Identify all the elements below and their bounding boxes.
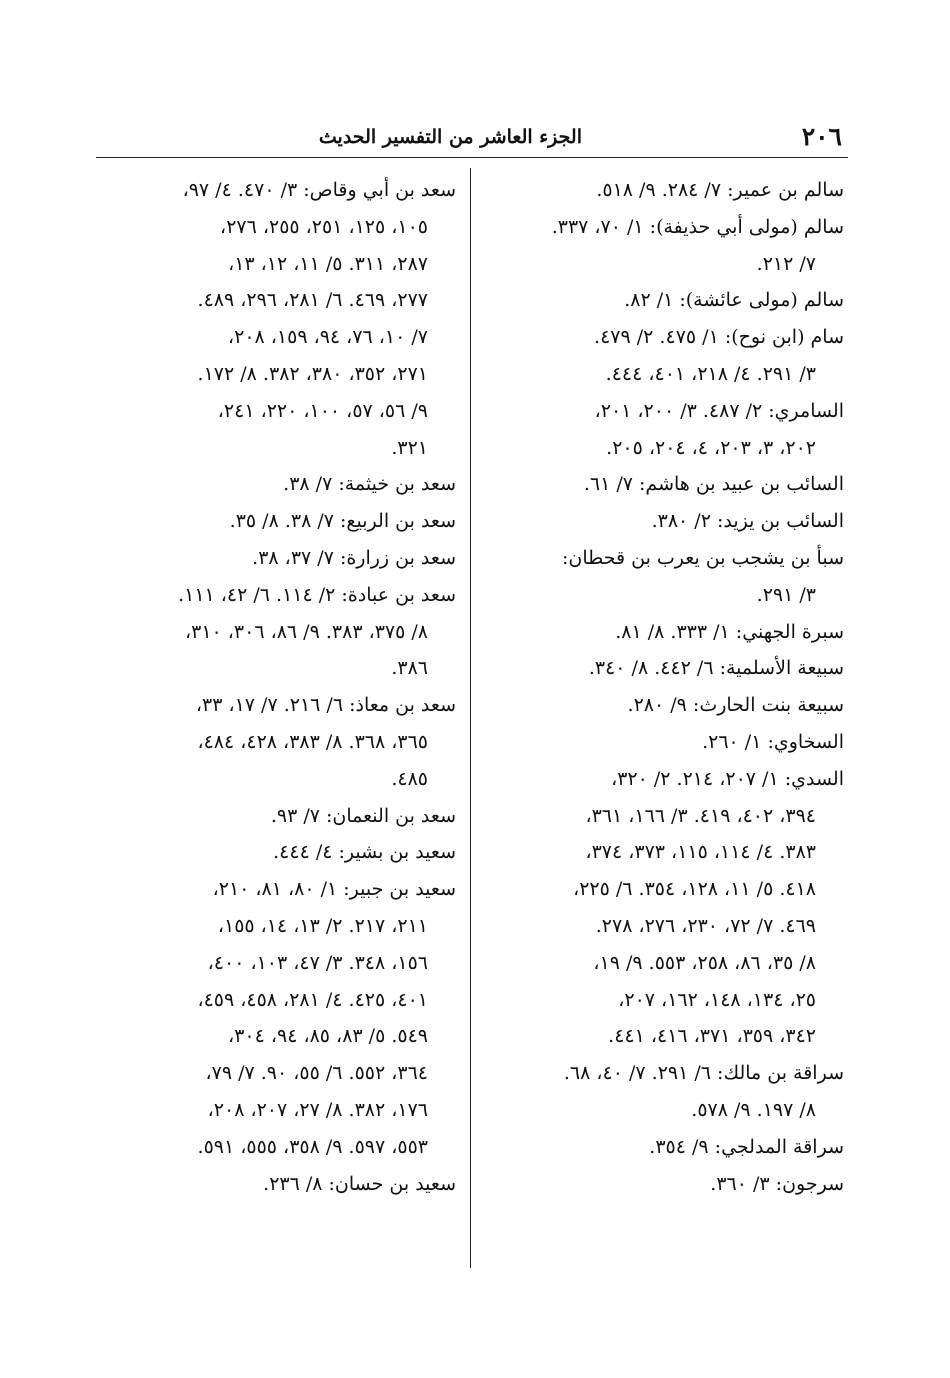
index-entry-continuation: ١٧٦، ٣٨٢. ٨/ ٢٧، ٢٠٧، ٢٠٨، (207, 1098, 428, 1121)
index-column-left (100, 172, 456, 1202)
index-entry-line: سبيعة بنت الحارث: ٩/ ٢٨٠. (627, 694, 844, 717)
index-entry (482, 282, 844, 319)
index-entry (100, 172, 456, 466)
index-entry-line: السخاوي: ١/ ٢٦٠. (702, 730, 844, 753)
index-entry-line: سعد بن أبي وقاص: ٣/ ٤٧٠. ٤/ ٩٧، (182, 179, 456, 201)
index-entry-line: السائب بن يزيد: ٢/ ٣٨٠. (651, 510, 844, 533)
index-entry (482, 614, 844, 651)
index-entry-line: سبأ بن يشجب بن يعرب بن قحطان: (562, 546, 844, 569)
index-entry (100, 871, 456, 1165)
index-entry (482, 209, 844, 283)
index-entry-line: سعد بن الربيع: ٧/ ٣٨. ٨/ ٣٥. (229, 510, 456, 533)
index-entry (100, 834, 456, 871)
index-entry (100, 687, 456, 797)
index-entry-continuation: ٤٦٩. ٧/ ٧٢، ٢٣٠، ٢٧٦، ٢٧٨. (595, 914, 816, 937)
index-entry-continuation: ٢١١، ٢١٧. ٢/ ١٣، ١٤، ١٥٥، (217, 914, 428, 937)
index-entry (100, 798, 456, 835)
index-entry-continuation: ٣٦٥، ٣٦٨. ٨/ ٣٨٣، ٤٢٨، ٤٨٤، (197, 730, 428, 753)
index-entry-line: سبيعة الأسلمية: ٦/ ٤٤٢. ٨/ ٣٤٠. (588, 657, 844, 680)
index-entry-continuation: ٢٨٧، ٣١١. ٥/ ١١، ١٢، ١٣، (228, 252, 428, 275)
index-entry-continuation: ٧/ ٢١٢. (756, 252, 816, 275)
index-entry-continuation: ٢٥، ١٣٤، ١٤٨، ١٦٢، ٢٠٧، (618, 988, 816, 1011)
index-entry-continuation: ٣٨٣. ٤/ ١١٤، ١١٥، ٣٧٣، ٣٧٤، (585, 841, 816, 864)
index-entry-line: سعد بن معاذ: ٦/ ٢١٦. ٧/ ١٧، ٣٣، (195, 694, 456, 717)
index-entry (482, 761, 844, 1055)
index-entry-continuation: ٣٩٤، ٤٠٢، ٤١٩. ٣/ ١٦٦، ٣٦١، (585, 804, 816, 827)
index-entry-line: سالم (مولى أبي حذيفة): ١/ ٧٠، ٣٣٧. (551, 215, 844, 238)
index-entry-line: سعيد بن جبير: ١/ ٨٠، ٨١، ٢١٠، (212, 878, 456, 901)
index-entry-continuation: ١٥٦، ٣٤٨. ٣/ ٤٧، ١٠٣، ٤٠٠، (207, 951, 428, 974)
index-entry (100, 503, 456, 540)
index-entry (482, 1129, 844, 1166)
index-entry-continuation: ٨/ ٣٥، ٨٦، ٢٥٨، ٥٥٣. ٩/ ١٩، (593, 951, 816, 974)
index-entry-line: سعد بن النعمان: ٧/ ٩٣. (270, 804, 456, 827)
page-header (96, 122, 848, 156)
index-entry-line: سعد بن عبادة: ٢/ ١١٤. ٦/ ٤٢، ١١١. (178, 583, 456, 606)
index-entry-continuation: ٢٧٧، ٤٦٩. ٦/ ٢٨١، ٢٩٦، ٤٨٩. (197, 289, 428, 312)
index-entry (482, 466, 844, 503)
index-entry-continuation: ٣٦٤، ٥٥٢. ٦/ ٥٥، ٩٠. ٧/ ٧٩، (205, 1062, 428, 1085)
index-entry-continuation: ١٠٥، ١٢٥، ٢٥١، ٢٥٥، ٢٧٦، (220, 215, 428, 238)
index-entry-line: سراقة المدلجي: ٩/ ٣٥٤. (649, 1135, 844, 1158)
index-entry-line: سرجون: ٣/ ٣٦٠. (710, 1172, 844, 1195)
index-entry-line: سبرة الجهني: ١/ ٣٣٣. ٨/ ٨١. (615, 620, 844, 643)
index-entry (482, 393, 844, 467)
index-entry-line: سعد بن زرارة: ٧/ ٣٧، ٣٨. (252, 546, 456, 569)
index-entry-line: السامري: ٢/ ٤٨٧. ٣/ ٢٠٠، ٢٠١، (594, 399, 844, 422)
index-entry (482, 687, 844, 724)
index-entry-continuation: ٢٧١، ٣٥٢، ٣٨٠، ٣٨٢. ٨/ ١٧٢. (197, 362, 428, 385)
index-entry-continuation: ٢٠٢، ٣، ٢٠٣، ٤، ٢٠٤، ٢٠٥. (606, 436, 816, 459)
index-entry-line: سالم (مولى عائشة): ١/ ٨٢. (624, 289, 844, 312)
index-entry-line: سعيد بن بشير: ٤/ ٤٤٤. (273, 841, 456, 864)
index-entry (482, 724, 844, 761)
index-entry-continuation: ٤١٨. ٥/ ١١، ١٢٨، ٣٥٤. ٦/ ٢٢٥، (573, 878, 816, 901)
column-divider (470, 168, 471, 1268)
index-entry-continuation: ٤٠١، ٤٢٥. ٤/ ٢٨١، ٤٥٨، ٤٥٩، (197, 988, 428, 1011)
index-entry (100, 577, 456, 687)
index-entry (482, 172, 844, 209)
index-entry-continuation: ٣/ ٢٩١. ٤/ ٢١٨، ٤٠١، ٤٤٤. (605, 362, 816, 385)
index-entry-continuation: ٣/ ٢٩١. (756, 583, 816, 606)
index-entry (100, 1166, 456, 1203)
index-entry-continuation: ٥٥٣، ٥٩٧. ٩/ ٣٥٨، ٥٥٥، ٥٩١. (197, 1135, 428, 1158)
index-entry-line: سالم بن عمير: ٧/ ٢٨٤. ٩/ ٥١٨. (596, 179, 844, 201)
index-entry-continuation: ٨/ ٣٧٥، ٣٨٣. ٩/ ٨٦، ٣٠٦، ٣١٠، (184, 620, 428, 643)
index-entry-continuation: ٣٨٦. (391, 657, 428, 680)
index-entry-continuation: ٣٢١. (391, 436, 428, 459)
index-entry-line: سعيد بن حسان: ٨/ ٢٣٦. (263, 1172, 456, 1195)
header-rule (96, 157, 848, 158)
index-entry-continuation: ٧/ ١٠، ٧٦، ٩٤، ١٥٩، ٢٠٨، (227, 326, 428, 349)
index-entry (482, 1166, 844, 1203)
index-entry (482, 503, 844, 540)
index-entry-continuation: ٨/ ١٩٧. ٩/ ٥٧٨. (691, 1098, 816, 1121)
index-entry (100, 466, 456, 503)
index-entry (100, 540, 456, 577)
index-entry (482, 319, 844, 393)
index-entry (482, 650, 844, 687)
index-entry-continuation: ٩/ ٥٦، ٥٧، ١٠٠، ٢٢٠، ٢٤١، (217, 399, 428, 422)
index-entry-line: السائب بن عبيد بن هاشم: ٧/ ٦١. (583, 473, 844, 496)
page-number: ٢٠٦ (801, 122, 842, 151)
index-entry-line: سام (ابن نوح): ١/ ٤٧٥. ٢/ ٤٧٩. (594, 326, 844, 349)
running-title: الجزء العاشر من التفسير الحديث (318, 126, 582, 148)
index-entry-line: السدي: ١/ ٢٠٧، ٢١٤. ٢/ ٣٢٠، (611, 767, 844, 790)
index-entry-continuation: ٣٤٢، ٣٥٩، ٣٧١، ٤١٦، ٤٤١. (608, 1025, 816, 1048)
index-entry-continuation: ٥٤٩. ٥/ ٨٣، ٨٥، ٩٤، ٣٠٤، (228, 1025, 428, 1048)
index-entry-line: سراقة بن مالك: ٦/ ٢٩١. ٧/ ٤٠، ٦٨. (563, 1062, 844, 1085)
index-column-right (482, 172, 844, 1202)
index-entry (482, 1055, 844, 1129)
index-entry-continuation: ٤٨٥. (391, 767, 428, 790)
index-entry-line: سعد بن خيثمة: ٧/ ٣٨. (283, 473, 456, 496)
index-entry (482, 540, 844, 614)
